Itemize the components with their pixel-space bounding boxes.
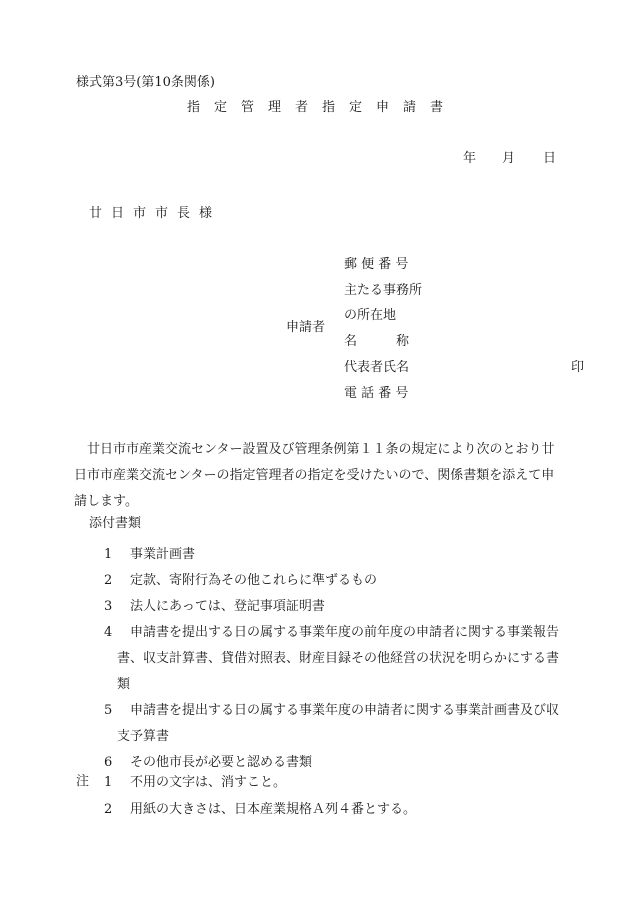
application-body-text: 廿日市市産業交流センター設置及び管理条例第１１条の規定により次のとおり廿日市市産業交流センターの指定管理者の指定を受けたいので、関係書類を添えて申請します。 [74,442,555,509]
item-text: 申請書を提出する日の属する事業年度の申請者に関する事業計画書及び収支予算書 [117,703,560,744]
note-item [104,770,564,796]
note-number: 1 [104,775,113,790]
item-number: 3 [104,599,113,614]
date-day-label: 日 [543,151,557,166]
note-item [104,797,564,823]
note-text: 用紙の大きさは、日本産業規格Ａ列４番とする。 [130,802,417,817]
phone-number-label: 電 話 番 号 [344,386,409,401]
item-number: 2 [104,573,113,588]
item-text: その他市長が必要と認める書類 [130,755,313,770]
postal-code-label: 郵 便 番 号 [344,257,409,272]
item-number: 4 [104,625,113,640]
attachment-item [104,698,564,750]
item-text: 事業計画書 [130,547,196,562]
representative-name-label: 代表者氏名 [344,360,410,375]
applicant-label: 申請者 [286,320,326,335]
office-address-label: の所在地 [344,308,397,323]
attachment-item [104,542,564,568]
attachment-item [104,620,564,698]
name-label: 名 称 [344,334,410,349]
attachments-heading: 添付書類 [89,516,142,531]
notes-label: 注 [76,774,90,789]
item-number: 5 [104,703,113,718]
addressee: 廿日市市長様 [89,206,222,221]
item-number: 1 [104,547,113,562]
form-number: 様式第3号(第10条関係) [76,75,215,90]
note-number: 2 [104,802,113,817]
attachment-item [104,568,564,594]
document-title: 指定管理者指定申請書 [187,100,458,115]
attachment-item [104,594,564,620]
item-number: 6 [104,755,113,770]
date-year-label: 年 [463,151,477,166]
date-month-label: 月 [502,151,516,166]
main-office-label: 主たる事務所 [344,283,423,298]
seal-mark: 印 [571,360,585,375]
note-text: 不用の文字は、消すこと。 [130,775,287,790]
item-text: 申請書を提出する日の属する事業年度の前年度の申請者に関する事業報告書、収支計算書、貸借対照表、財産目録その他経営の状況を明らかにする書類 [117,625,560,692]
item-text: 法人にあっては、登記事項証明書 [130,599,325,614]
item-text: 定款、寄附行為その他これらに準ずるもの [130,573,378,588]
